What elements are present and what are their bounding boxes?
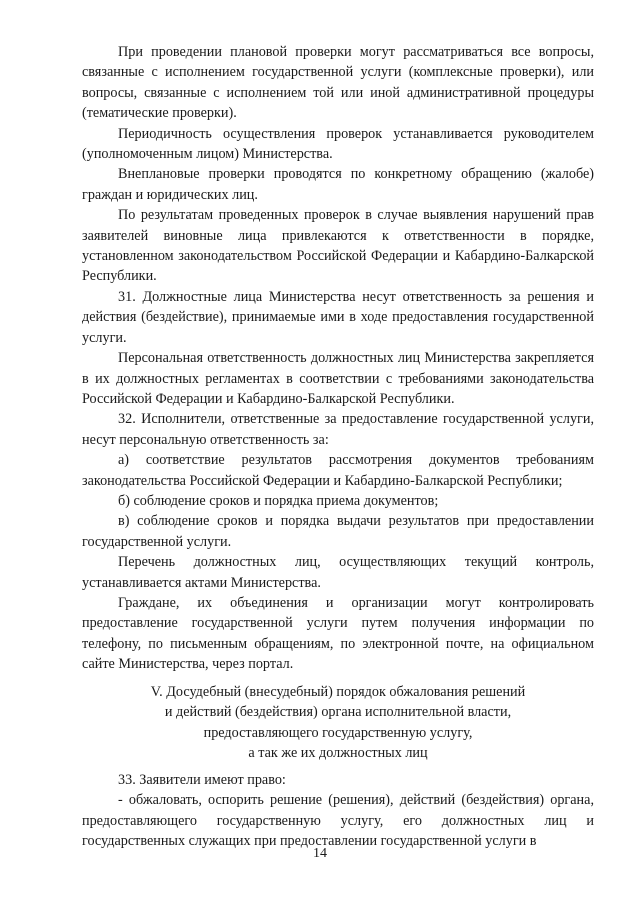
- paragraph: По результатам проведенных проверок в случае выявления нарушений прав заявителей виновные лица привлекаются к ответственности в порядке, установленном законодательством Российской Федерации и Кабардино-Балкарской Республики.: [82, 207, 594, 285]
- document-body: [82, 42, 594, 675]
- paragraph: Перечень должностных лиц, осуществляющих текущий контроль, устанавливается актами Министерства.: [82, 554, 594, 591]
- paragraph: 32. Исполнители, ответственные за предоставление государственной услуги, несут персональную ответственность за:: [82, 411, 594, 448]
- section-heading-line: предоставляющего государственную услугу,: [203, 724, 473, 741]
- paragraph: Внеплановые проверки проводятся по конкретному обращению (жалобе) граждан и юридических лиц.: [82, 166, 594, 203]
- paragraph: Периодичность осуществления проверок устанавливается руководителем (уполномоченным лицом) Министерства.: [82, 125, 594, 163]
- paragraph: а) соответствие результатов рассмотрения документов требованиям законодательства Российской Федерации и Кабардино-Балкарской Республики;: [82, 452, 594, 489]
- paragraph: Персональная ответственность должностных лиц Министерства закрепляется в их должностных регламентах в соответствии с требованиями законодательства Российской Федерации и Кабардино-Балкарской Республики.: [82, 350, 594, 407]
- paragraph: 31. Должностные лица Министерства несут ответственность за решения и действия (бездействие), принимаемые ими в ходе предоставления государственной услуги.: [82, 288, 594, 346]
- paragraph: в) соблюдение сроков и порядка выдачи результатов при предоставлении государственной услуги.: [82, 513, 594, 550]
- page-number: 14: [313, 846, 327, 861]
- paragraph: При проведении плановой проверки могут рассматриваться все вопросы, связанные с исполнением государственной услуги (комплексные проверки), или вопросы, связанные с исполнением той или иной административной процедуры (тематические проверки).: [82, 44, 594, 122]
- paragraph: б) соблюдение сроков и порядка приема документов;: [118, 492, 439, 509]
- section-heading-line: и действий (бездействия) органа исполнительной власти,: [164, 704, 512, 721]
- section-heading-line: V. Досудебный (внесудебный) порядок обжалования решений: [150, 684, 526, 700]
- section-heading: [82, 682, 594, 764]
- document-body-continued: [82, 770, 594, 852]
- paragraph: Граждане, их объединения и организации могут контролировать предоставление государственной услуги путем получения информации по телефону, по письменным обращениям, по электронной почте, на официальном сайте Министерства, через портал.: [82, 594, 594, 673]
- paragraph: - обжаловать, оспорить решение (решения), действий (бездействия) органа, предоставляющего государственную услугу, его должностных лиц и государственных служащих при предоставлении государственной услуги в: [82, 792, 594, 850]
- section-heading-line: а так же их должностных лиц: [248, 745, 428, 762]
- paragraph: 33. Заявители имеют право:: [118, 772, 286, 788]
